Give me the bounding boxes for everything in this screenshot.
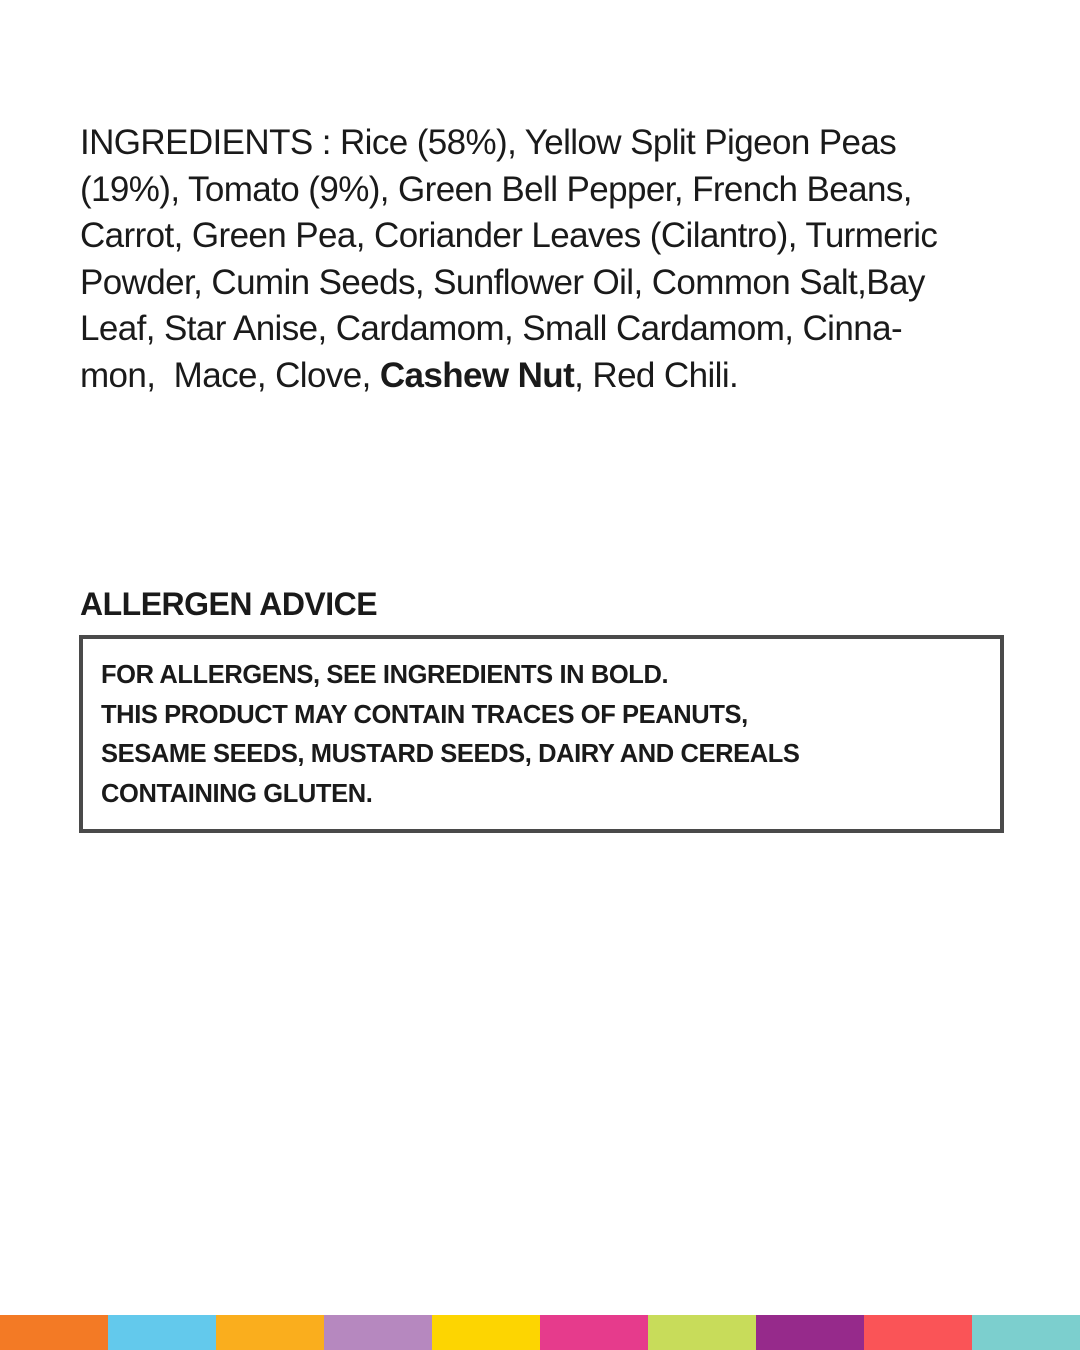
ingredients-line: (19%), Tomato (9%), Green Bell Pepper, French Beans,: [80, 169, 912, 209]
color-bar-segment-5: [432, 1315, 540, 1350]
ingredients-line: INGREDIENTS : Rice (58%), Yellow Split Pigeon Peas: [80, 123, 897, 162]
ingredients-text-suffix: , Red Chili.: [574, 355, 739, 395]
color-bar-segment-9: [864, 1315, 972, 1350]
color-bar-segment-4: [324, 1315, 432, 1350]
decorative-color-bar: [0, 1315, 1080, 1350]
bold-allergen: Cashew Nut: [379, 355, 575, 395]
ingredients-line-last: [80, 353, 1000, 400]
color-bar-segment-10: [972, 1315, 1080, 1350]
ingredients-text: [80, 120, 1000, 399]
color-bar-segment-6: [540, 1315, 648, 1350]
allergen-advice-line: SESAME SEEDS, MUSTARD SEEDS, DAIRY AND CEREALS: [101, 740, 800, 768]
ingredients-line: Carrot, Green Pea, Coriander Leaves (Cilantro), Turmeric: [80, 216, 938, 255]
ingredients-line: Powder, Cumin Seeds, Sunflower Oil, Common Salt,Bay: [80, 262, 925, 302]
color-bar-segment-7: [648, 1315, 756, 1350]
allergen-advice-line: CONTAINING GLUTEN.: [101, 779, 373, 808]
color-bar-segment-3: [216, 1315, 324, 1350]
allergen-advice-line: FOR ALLERGENS, SEE INGREDIENTS IN BOLD.: [101, 661, 669, 689]
color-bar-segment-1: [0, 1315, 108, 1350]
allergen-advice-box: [79, 635, 1004, 833]
ingredients-text-prefix: mon, Mace, Clove,: [80, 355, 380, 395]
ingredients-line: Leaf, Star Anise, Cardamom, Small Cardamom, Cinna-: [80, 309, 902, 348]
allergen-heading: ALLERGEN ADVICE: [80, 586, 378, 622]
color-bar-segment-8: [756, 1315, 864, 1350]
allergen-advice-line: THIS PRODUCT MAY CONTAIN TRACES OF PEANUTS,: [101, 700, 748, 729]
color-bar-segment-2: [108, 1315, 216, 1350]
